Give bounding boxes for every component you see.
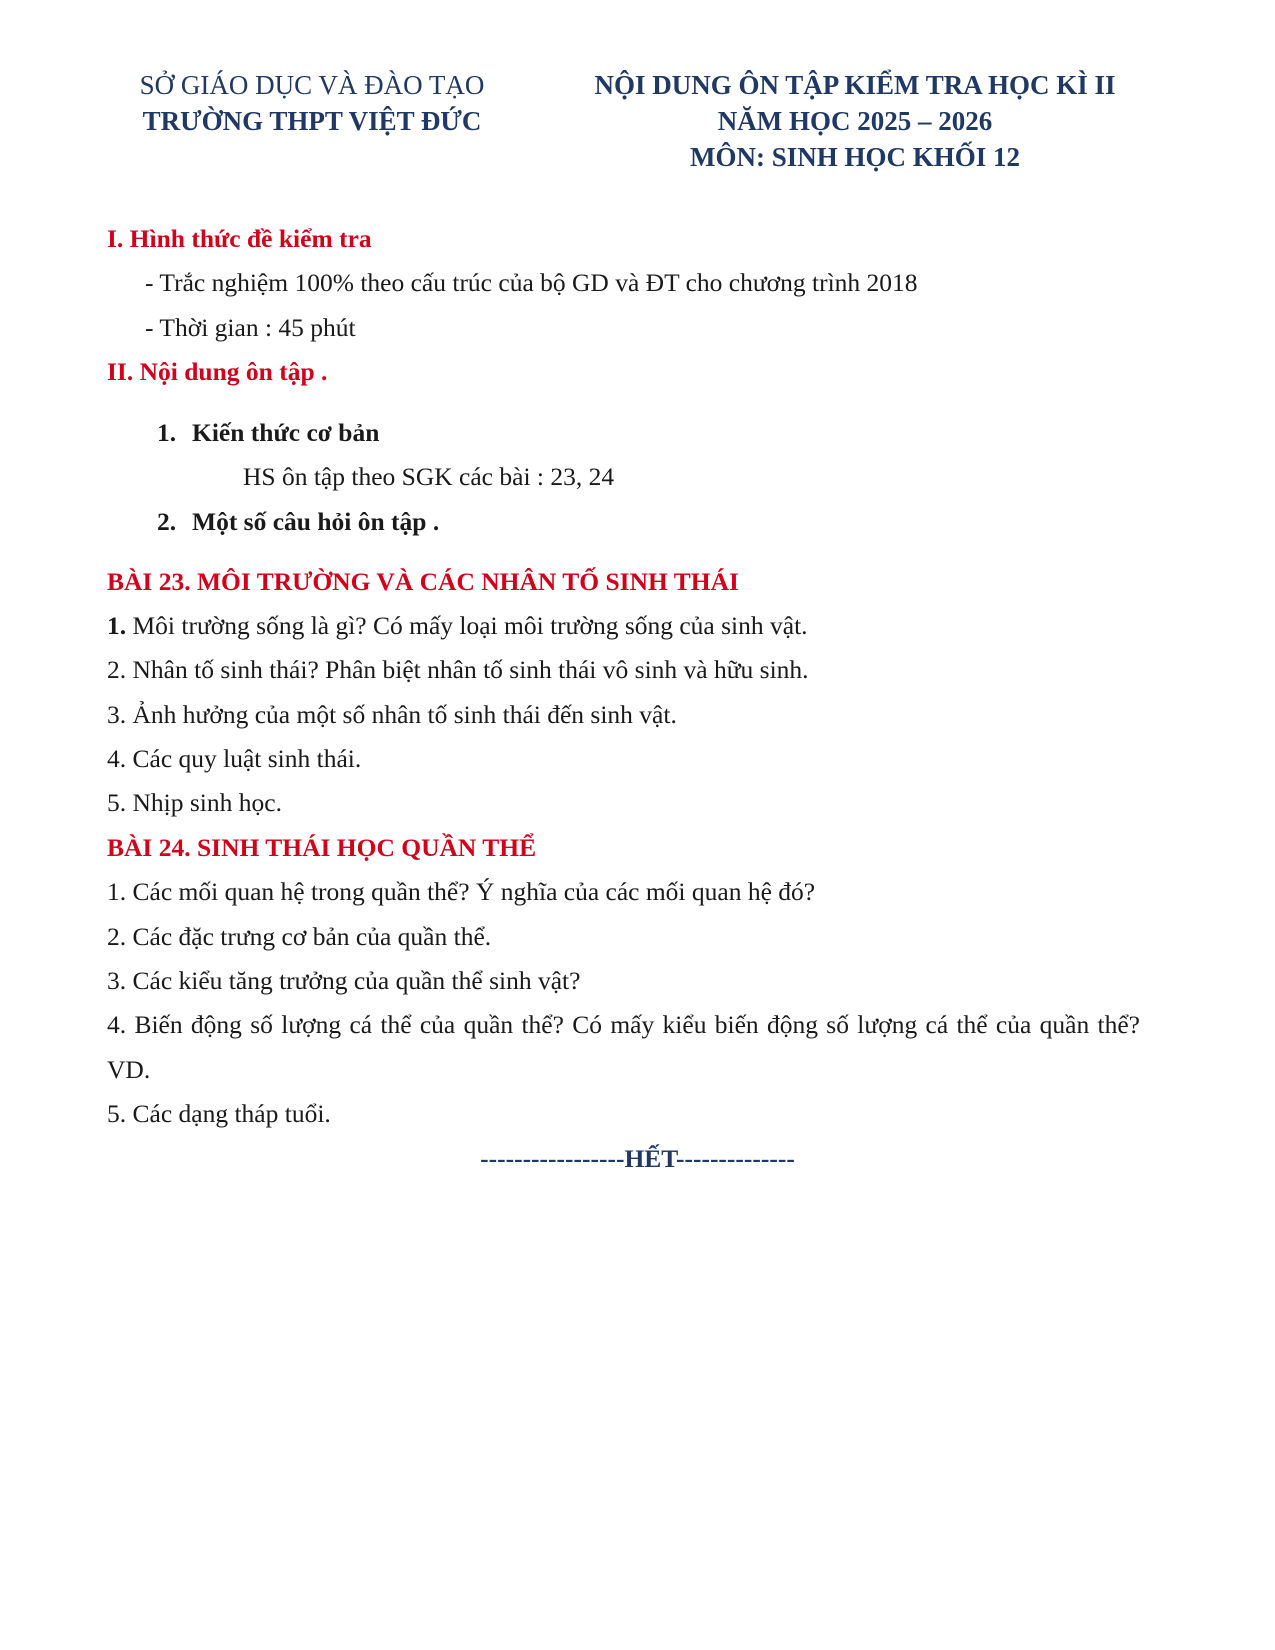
lesson-23-question-2: 2. Nhân tố sinh thái? Phân biệt nhân tố sinh thái vô sinh và hữu sinh. [107,655,809,684]
lesson-24-question-1: 1. Các mối quan hệ trong quần thể? Ý nghĩa của các mối quan hệ đó? [107,877,816,906]
question-text: Môi trường sống là gì? Có mấy loại môi trường sống của sinh vật. [126,611,808,640]
lesson-24-question-5: 5. Các dạng tháp tuổi. [107,1099,331,1128]
school-name: TRƯỜNG THPT VIỆT ĐỨC [142,106,482,136]
end-marker: -----------------HẾT-------------- [480,1144,795,1173]
section-1-item-time: - Thời gian : 45 phút [145,313,356,342]
document-title: NỘI DUNG ÔN TẬP KIỂM TRA HỌC KÌ II [594,70,1116,100]
lesson-23-question-3: 3. Ảnh hưởng của một số nhân tố sinh thái đến sinh vật. [107,700,677,729]
subsection-2-title: Một số câu hỏi ôn tập . [192,507,440,536]
lesson-24-question-2: 2. Các đặc trưng cơ bản của quần thể. [107,922,492,951]
section-2-heading: II. Nội dung ôn tập . [107,357,328,386]
subsection-2-number: 2. [157,507,177,536]
subsection-1-text: HS ôn tập theo SGK các bài : 23, 24 [243,462,615,491]
lesson-24-heading: BÀI 24. SINH THÁI HỌC QUẦN THỂ [107,833,537,862]
department-name: SỞ GIÁO DỤC VÀ ĐÀO TẠO [139,70,485,100]
lesson-23-question-4: 4. Các quy luật sinh thái. [107,744,362,773]
lesson-23-question-1 [107,611,808,641]
subsection-1-title: Kiến thức cơ bản [192,418,380,447]
subsection-1-number: 1. [157,418,177,447]
section-1-item-format: - Trắc nghiệm 100% theo cấu trúc của bộ GD và ĐT cho chương trình 2018 [145,268,918,297]
lesson-24-question-3: 3. Các kiểu tăng trưởng của quần thể sinh vật? [107,966,581,995]
subject-title: MÔN: SINH HỌC KHỐI 12 [689,142,1020,172]
section-1-heading: I. Hình thức đề kiểm tra [107,224,372,253]
lesson-24-question-4-example: VD. [107,1055,151,1084]
question-number: 1. [107,611,127,640]
lesson-23-heading: BÀI 23. MÔI TRƯỜNG VÀ CÁC NHÂN TỐ SINH THÁI [107,567,739,596]
lesson-24-question-4: 4. Biến động số lượng cá thể của quần thể? Có mấy kiểu biến động số lượng cá thể của quần thể? [107,1010,1140,1039]
school-year: NĂM HỌC 2025 – 2026 [717,106,993,136]
lesson-23-question-5: 5. Nhịp sinh học. [107,788,282,817]
